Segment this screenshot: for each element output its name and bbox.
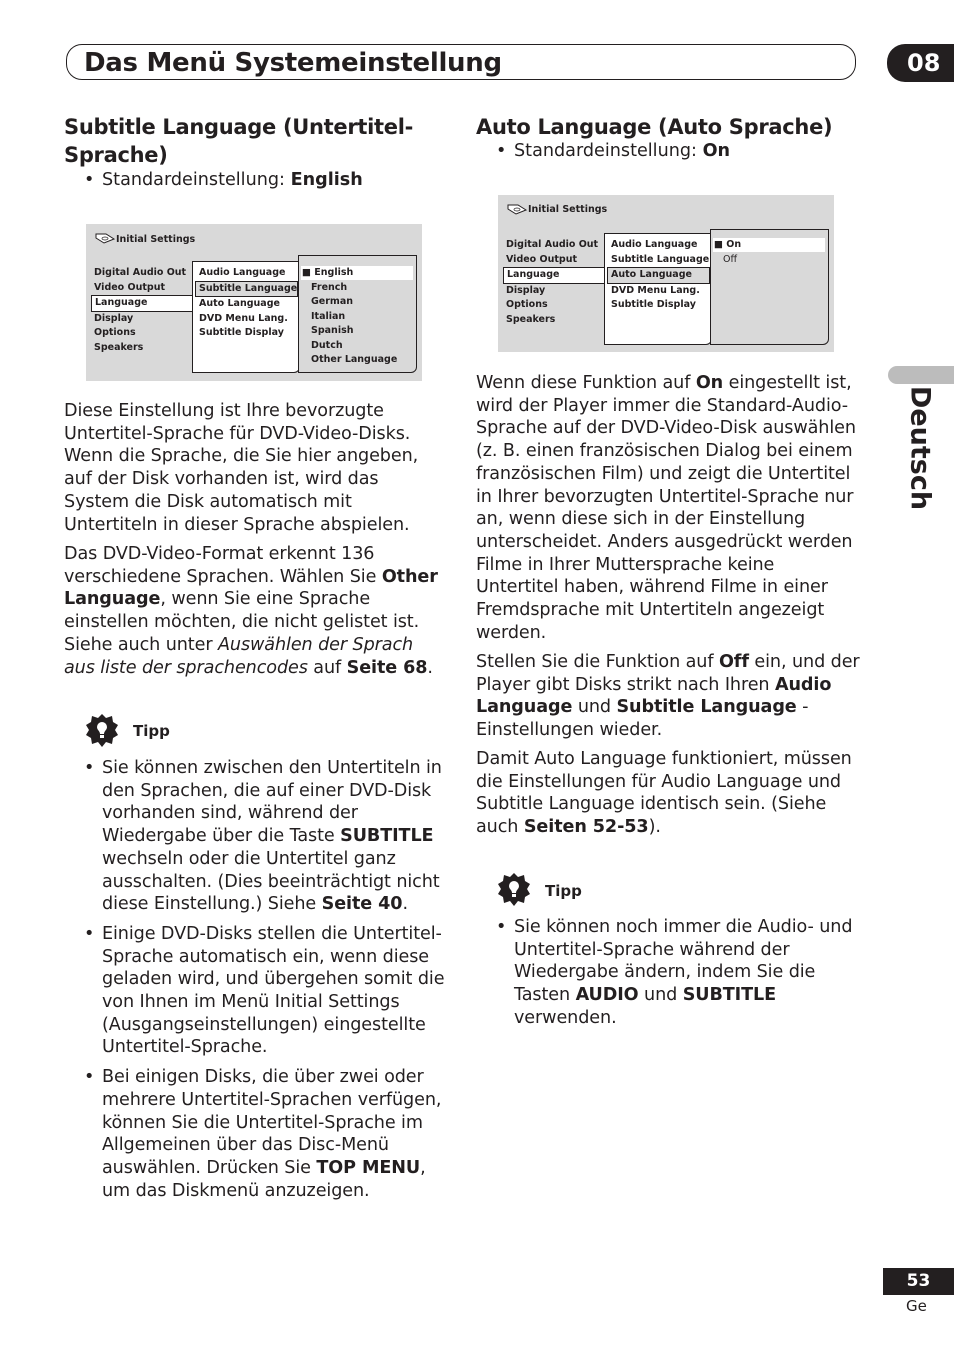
menu-item-display: Display (94, 312, 134, 324)
subtitle-language-heading (64, 113, 413, 169)
right-paragraph-1: Wenn diese Funktion auf On eingestellt ist, wird der Player immer die Standard-Audio-Sprache auf der DVD-Video-Disk auswählen (z. B. einen französischen Dialog bei einem französischen Film) und zeigt die Untertitel in Ihrer bevorzugten Untertitel-Sprache nur an, wenn diese sich in der Einstellung unterscheidet. Anders ausgedrückt werden Filme in Ihrer Muttersprache keine Untertitel haben, während Filme in einer Fremdsprache mit Untertiteln angezeigt werden. (476, 373, 856, 643)
submenu-auto-language: Auto Language (199, 298, 280, 309)
chapter-number: 08 (887, 44, 954, 82)
default-label: Standardeinstellung: (102, 170, 291, 190)
option-german: German (311, 296, 353, 307)
submenu-auto-language: Auto Language (607, 267, 710, 284)
submenu-subtitle-display: Subtitle Display (611, 299, 696, 310)
lightbulb-icon (496, 872, 532, 908)
initial-settings-menu-screenshot (86, 224, 422, 381)
page-number: 53 (883, 1268, 954, 1295)
menu-item-digital-audio-out: Digital Audio Out (506, 239, 599, 250)
heading-line-1: Subtitle Language (Untertitel- (64, 115, 414, 139)
menu-item-language: Language (503, 267, 608, 284)
disc-icon (506, 202, 528, 216)
option-dutch: Dutch (311, 339, 343, 351)
default-value: English (290, 170, 363, 190)
submenu-subtitle-language: Subtitle Language (611, 253, 710, 265)
menu-item-options: Options (506, 299, 548, 310)
subtitle-language-options (302, 266, 397, 368)
side-tab (888, 366, 954, 384)
menu-categories (506, 238, 608, 327)
initial-settings-menu-screenshot (498, 195, 834, 352)
page-title: Das Menü Systemeinstellung (84, 48, 502, 78)
left-tips-list (64, 757, 446, 1209)
page-language-code: Ge (906, 1297, 927, 1315)
tip-item: • Bei einigen Disks, die über zwei oder mehrere Untertitel-Sprachen verfügen, können Sie die Untertitel-Sprache im Allgemeinen über das Disc-Menü auswählen. Drücken Sie TOP MENU, um das Diskmenü anzuzeigen. (64, 1066, 446, 1202)
right-tips-list (476, 916, 860, 1037)
selected-marker-icon: ■ (714, 239, 727, 250)
submenu-dvd-menu-lang: DVD Menu Lang. (199, 312, 288, 324)
left-paragraph-1: Diese Einstellung ist Ihre bevorzugte Untertitel-Sprache für DVD-Video-Disks. Wenn die Sprache, die Sie hier angeben, auf der Disk vorhanden ist, wird das System die Disk automatisch mit Untertiteln in dieser Sprache abspielen. (64, 401, 419, 535)
menu-item-digital-audio-out: Digital Audio Out (94, 267, 187, 278)
tip-item: • Sie können zwischen den Untertiteln in den Sprachen, die auf einer DVD-Disk vorhanden sind, während der Wiedergabe über die Taste SUBTITLE wechseln oder die Untertitel ganz ausschalten. (Dies beeinträchtigt nicht diese Einstellung.) Siehe Seite 40. (64, 757, 446, 916)
default-setting: • Standardeinstellung: English (84, 170, 363, 190)
option-french: French (311, 281, 348, 293)
option-english: ■ English (302, 267, 354, 278)
submenu-subtitle-language: Subtitle Language (195, 281, 298, 298)
menu-categories (94, 266, 196, 355)
auto-language-options (714, 238, 741, 267)
menu-item-video-output: Video Output (506, 253, 578, 265)
tip-item: • Einige DVD-Disks stellen die Untertitel-Sprache automatisch ein, wenn diese geladen wird, und übergehen somit die von Ihnen im Menü Initial Settings (Ausgangseinstellungen) eingestellte Untertitel-Sprache. (64, 923, 446, 1059)
menu-item-language: Language (91, 295, 196, 312)
option-spanish: Spanish (311, 325, 354, 336)
disc-icon (94, 231, 116, 245)
menu-title: Initial Settings (528, 204, 608, 215)
default-setting: • Standardeinstellung: On (496, 141, 731, 161)
right-paragraph-3: Damit Auto Language funktioniert, müssen die Einstellungen für Audio Language und Subtitle Language identisch sein. (Siehe auch Seiten 52-53). (476, 749, 852, 838)
tip-item: • Sie können noch immer die Audio- und Untertitel-Sprache während der Wiedergabe ändern, indem Sie die Tasten AUDIO und SUBTITLE verwenden. (476, 916, 860, 1030)
menu-item-speakers: Speakers (94, 341, 144, 353)
tip-label: Tipp (133, 722, 170, 740)
right-paragraph-2: Stellen Sie die Funktion auf Off ein, und der Player gibt Disks strikt nach Ihren Audio Language und Subtitle Language - Einstellungen wieder. (476, 652, 860, 741)
language-side-label: Deutsch (904, 385, 936, 511)
menu-title: Initial Settings (116, 234, 196, 245)
option-other-language: Other Language (311, 354, 398, 365)
default-label: Standardeinstellung: (514, 141, 703, 161)
lightbulb-icon (84, 713, 120, 749)
menu-item-options: Options (94, 327, 136, 338)
submenu-subtitle-display: Subtitle Display (199, 327, 284, 338)
option-off: Off (723, 253, 738, 265)
submenu-dvd-menu-lang: DVD Menu Lang. (611, 284, 700, 296)
menu-item-display: Display (506, 284, 546, 296)
left-paragraph-2: Das DVD-Video-Format erkennt 136 verschiedene Sprachen. Wählen Sie Other Language, wenn Sie eine Sprache einstellen möchten, die nicht gelistet ist. Siehe auch unter Auswählen der Sprach aus liste der sprachencodes auf Seite 68. (64, 544, 438, 678)
submenu-audio-language: Audio Language (199, 267, 286, 278)
language-submenu (199, 266, 298, 341)
submenu-audio-language: Audio Language (611, 239, 698, 250)
heading-line-2: Sprache) (64, 143, 168, 167)
tip-label: Tipp (545, 882, 582, 900)
menu-item-speakers: Speakers (506, 313, 556, 325)
auto-language-heading: Auto Language (Auto Sprache) (476, 115, 833, 139)
option-on: ■ On (714, 239, 742, 250)
language-submenu (611, 238, 710, 313)
menu-item-video-output: Video Output (94, 281, 166, 293)
option-italian: Italian (311, 310, 346, 322)
default-value: On (702, 141, 731, 161)
selected-marker-icon: ■ (302, 267, 315, 278)
